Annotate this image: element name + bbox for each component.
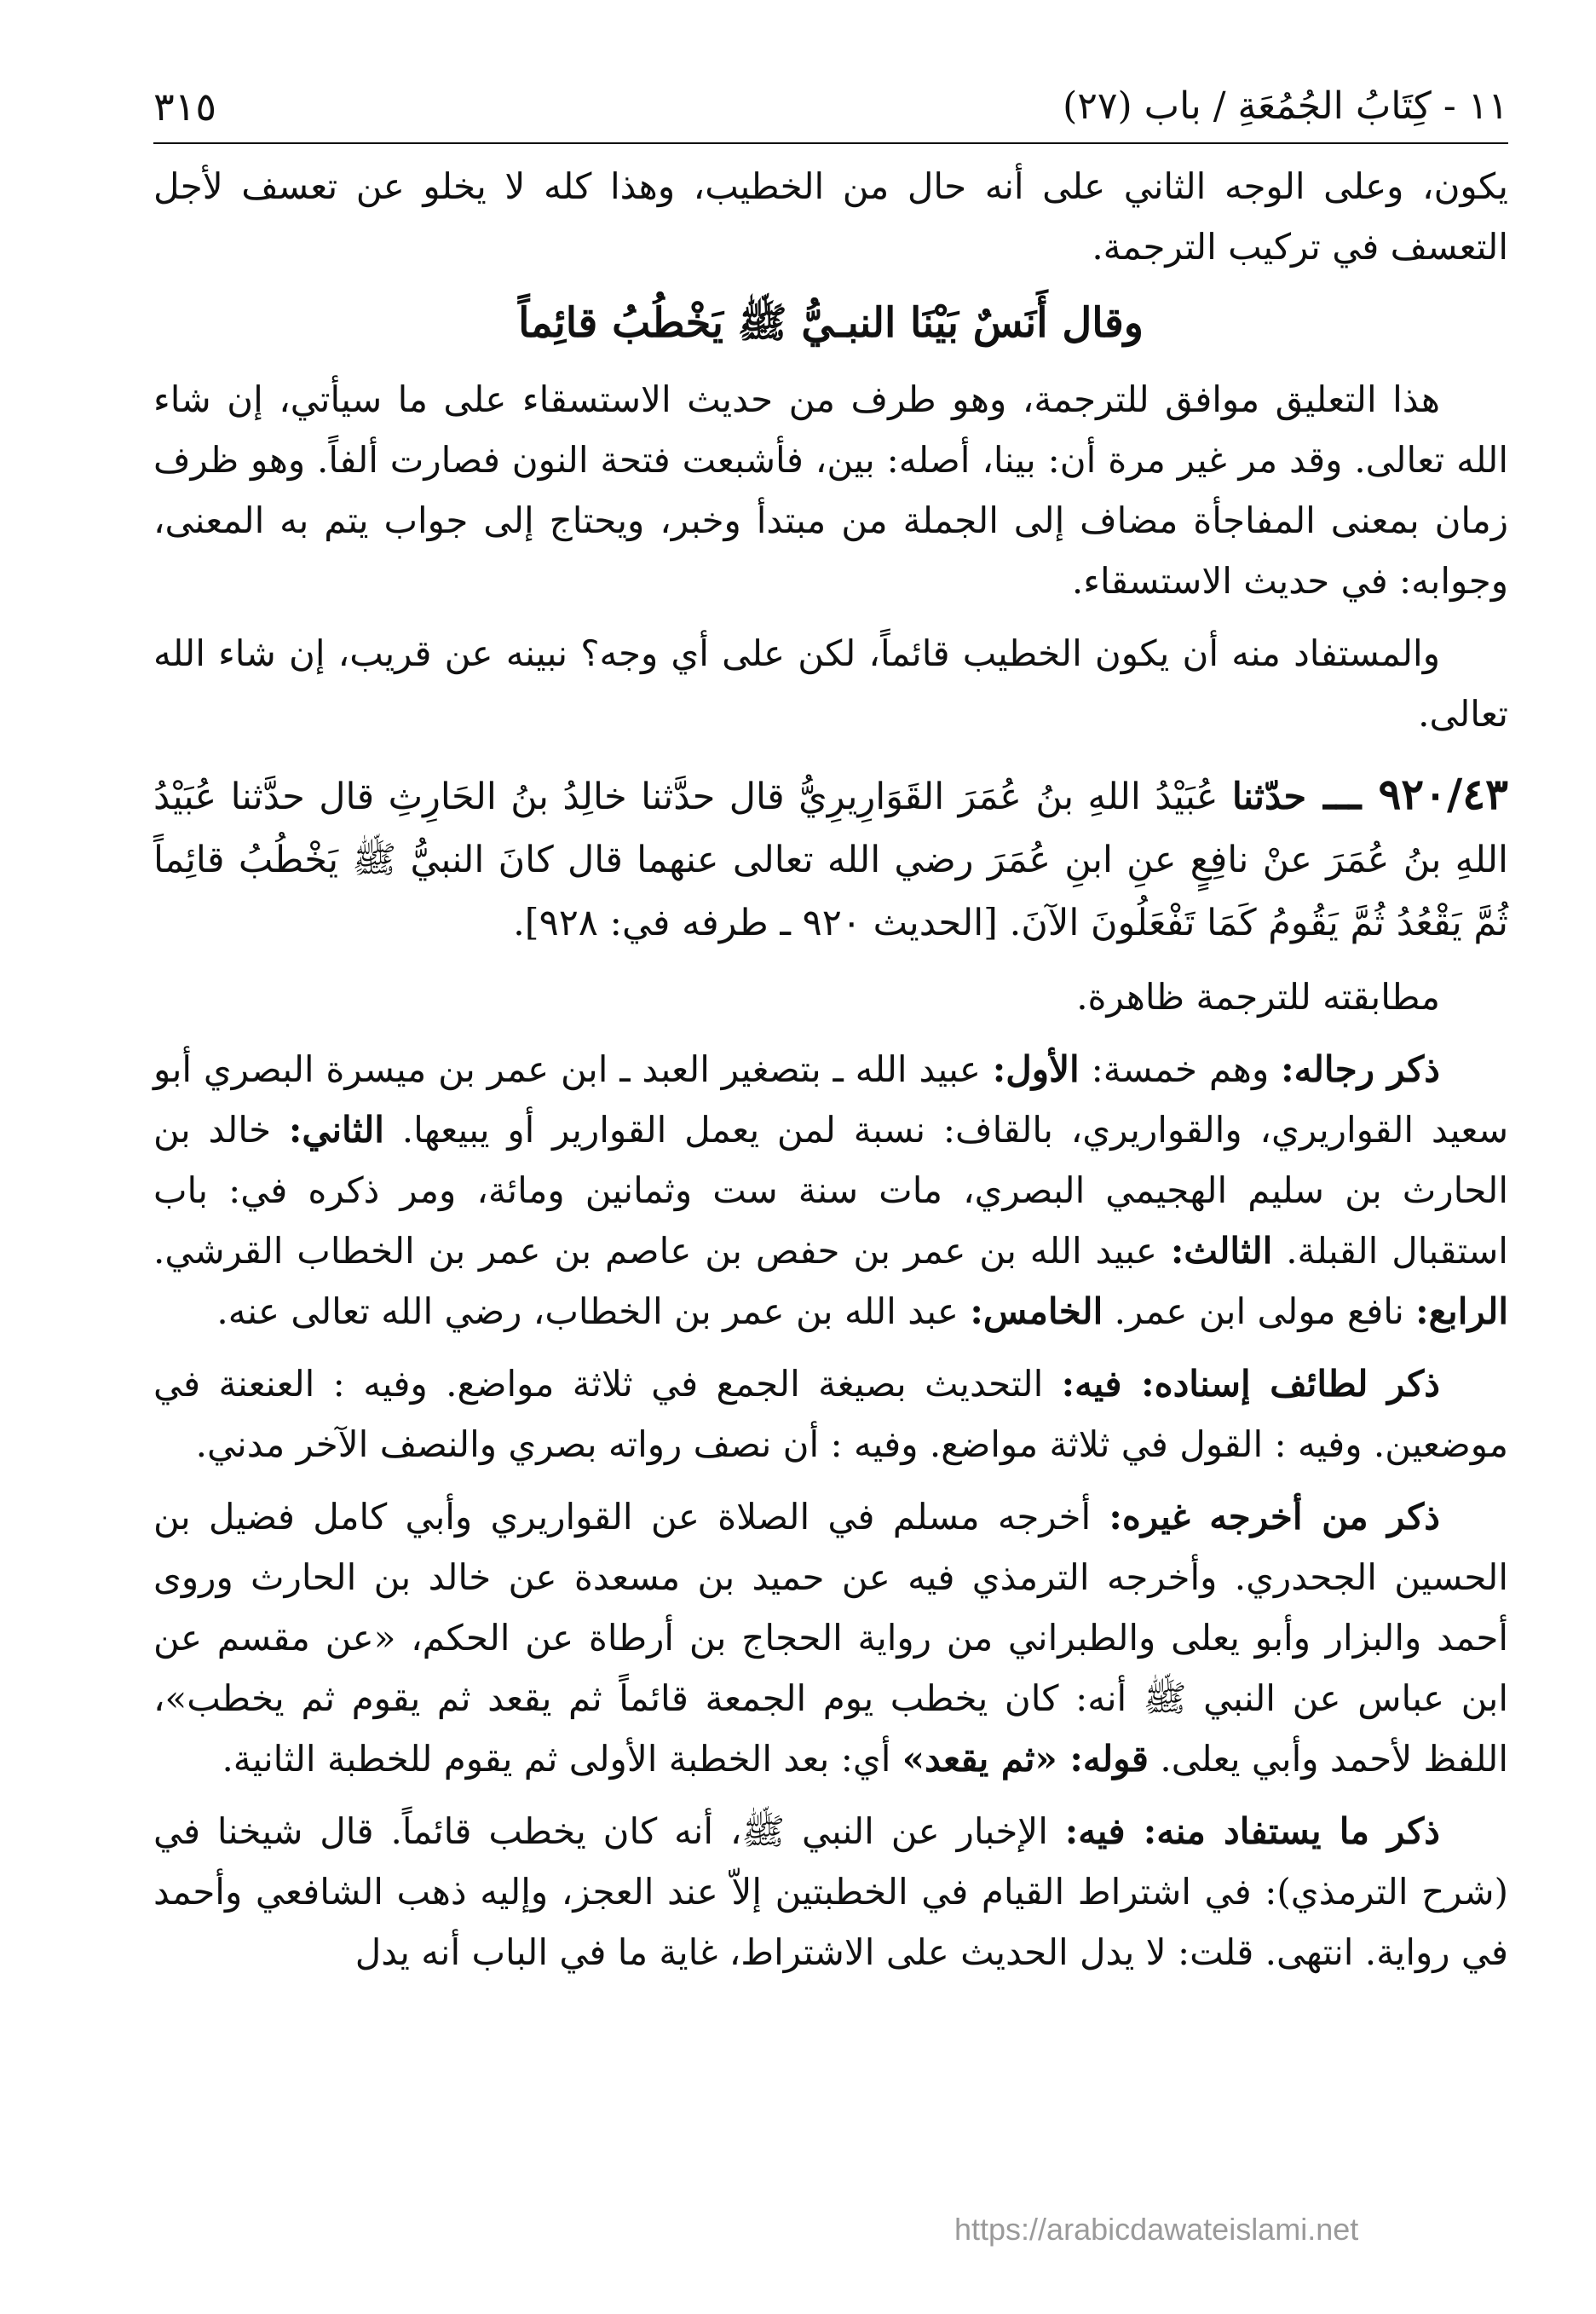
rijal-fifth: الخامس: xyxy=(970,1290,1103,1332)
rijal-text-5: نافع مولى ابن عمر. xyxy=(1103,1290,1416,1332)
hadith-text xyxy=(153,763,1508,955)
akhraja-text-1: أخرجه مسلم في الصلاة عن القواريري وأبي كامل فضيل بن الحسين الجحدري. وأخرجه الترمذي فيه عن حميد بن مسعدة عن خالد بن الحارث وروى أحمد والبزار وأبو يعلى والطبراني من رواية الحجاج بن أرطاة عن الحكم، «عن مقسم عن ابن عباس عن النبي ﷺ أنه: كان يخطب يوم الجمعة قائماً ثم يقعد ثم يقوم ثم يخطب»، اللفظ لأحمد وأبي يعلى. xyxy=(153,1496,1508,1780)
rijal-third: الثالث: xyxy=(1170,1230,1273,1272)
rijal-text-1: وهم خمسة: xyxy=(1079,1048,1282,1090)
running-header xyxy=(153,81,1508,144)
lataif-label: ذكر لطائف إسناده: xyxy=(1141,1363,1440,1405)
paragraph-1: يكون، وعلى الوجه الثاني على أنه حال من الخطيب، وهذا كله لا يخلو عن تعسف لأجل التعسف في تركيب الترجمة. xyxy=(153,165,1508,268)
paragraph-3: والمستفاد منه أن يكون الخطيب قائماً، لكن على أي وجه؟ نبينه عن قريب، إن شاء الله تعالى. xyxy=(153,632,1508,735)
rijal-text-6: عبد الله بن عمر بن الخطاب، رضي الله تعالى عنه. xyxy=(216,1290,971,1332)
page xyxy=(153,81,1508,1994)
akhraja-section xyxy=(153,1486,1508,1789)
paragraph-2: هذا التعليق موافق للترجمة، وهو طرف من حديث الاستسقاء على ما سيأتي، إن شاء الله تعالى. وقد مر غير مرة أن: بينا، أصله: بين، فأشبعت فتحة النون فصارت ألفاً. وهو ظرف زمان بمعنى المفاجأة مضاف إلى الجملة من مبتدأ وخبر، ويحتاج إلى جواب يتم به المعنى، وجوابه: في حديث الاستسقاء. xyxy=(153,378,1508,602)
rijal-label: ذكر رجاله: xyxy=(1281,1048,1440,1090)
rijal-first: الأول: xyxy=(992,1048,1080,1090)
yustafad-label: ذكر ما يستفاد منه: xyxy=(1143,1810,1440,1852)
page-number: ٣١٥ xyxy=(153,84,217,130)
rijal-second: الثاني: xyxy=(288,1109,384,1151)
lataif-section xyxy=(153,1353,1508,1474)
akhraja-text-2: أي: بعد الخطبة الأولى ثم يقوم للخطبة الثانية. xyxy=(222,1738,902,1780)
yustafad-fihi: فيه: xyxy=(1064,1810,1144,1852)
lataif-text: التحديث بصيغة الجمع في ثلاثة مواضع. وفيه : العنعنة في موضعين. وفيه : القول في ثلاثة مواضع. وفيه : أن نصف رواته بصري والنصف الآخر مدني. xyxy=(153,1363,1508,1465)
chapter-title: ١١ - كِتَابُ الجُمُعَةِ / باب (٢٧) xyxy=(1063,84,1508,128)
rijal-section xyxy=(153,1039,1508,1342)
lataif-fihi: فيه: xyxy=(1061,1363,1142,1405)
watermark-url: https://arabicdawateislami.net xyxy=(954,2212,1359,2247)
akhraja-label: ذكر من أخرجه غيره: xyxy=(1109,1496,1440,1538)
paragraph-4: مطابقته للترجمة ظاهرة. xyxy=(1076,976,1440,1018)
yustafad-section xyxy=(153,1801,1508,1982)
rijal-fourth: الرابع: xyxy=(1415,1290,1508,1332)
hadith-body: عُبَيْدُ اللهِ بنُ عُمَرَ القَوَارِيرِيُّ قال حدَّثنا خالِدُ بنُ الحَارِثِ قال حدَّثنا عُبَيْدُ اللهِ بنُ عُمَرَ عنْ نافِعٍ عنِ ابنِ عُمَرَ رضي الله تعالى عنهما قال كانَ النبيُّ ﷺ يَخْطُبُ قائِماً ثُمَّ يَقْعُدُ ثُمَّ يَقُومُ كَمَا تَفْعَلُونَ الآنَ. [الحديث ٩٢٠ ـ طرفه في: ٩٢٨]. xyxy=(153,776,1508,944)
rijal-text-2: عبيد الله ـ بتصغير العبد ـ ابن عمر بن ميسرة البصري أبو سعيد القواريري، والقواريري، بالقاف: نسبة لمن يعمل القوارير أو يبيعها. xyxy=(153,1048,1509,1151)
hadith-lead: حدّثنا xyxy=(1231,776,1307,818)
yustafad-text: الإخبار عن النبي ﷺ، أنه كان يخطب قائماً. قال شيخنا في (شرح الترمذي): في اشتراط القيام في الخطبتين إلاّ عند العجز، وإليه ذهب الشافعي وأحمد في رواية. انتهى. قلت: لا يدل الحديث على الاشتراط، غاية ما في الباب أنه يدل xyxy=(153,1810,1508,1973)
section-heading: وقال أَنَسٌ بَيْنَا النبـيُّ ﷺ يَخْطُبُ قائِماً xyxy=(518,299,1144,347)
rijal-text-3: خالد بن الحارث بن سليم الهجيمي البصري، مات سنة ست وثمانين ومائة، ومر ذكره في: باب استقبال القبلة. xyxy=(153,1109,1508,1272)
rijal-text-4: عبيد الله بن عمر بن حفص بن عاصم بن عمر بن الخطاب القرشي. xyxy=(153,1230,1171,1272)
akhraja-qawluhu: قوله: «ثم يقعد» xyxy=(902,1738,1149,1780)
hadith-dash: ـــ xyxy=(1306,769,1379,819)
hadith-number: ٩٢٠/٤٣ xyxy=(1378,769,1508,819)
